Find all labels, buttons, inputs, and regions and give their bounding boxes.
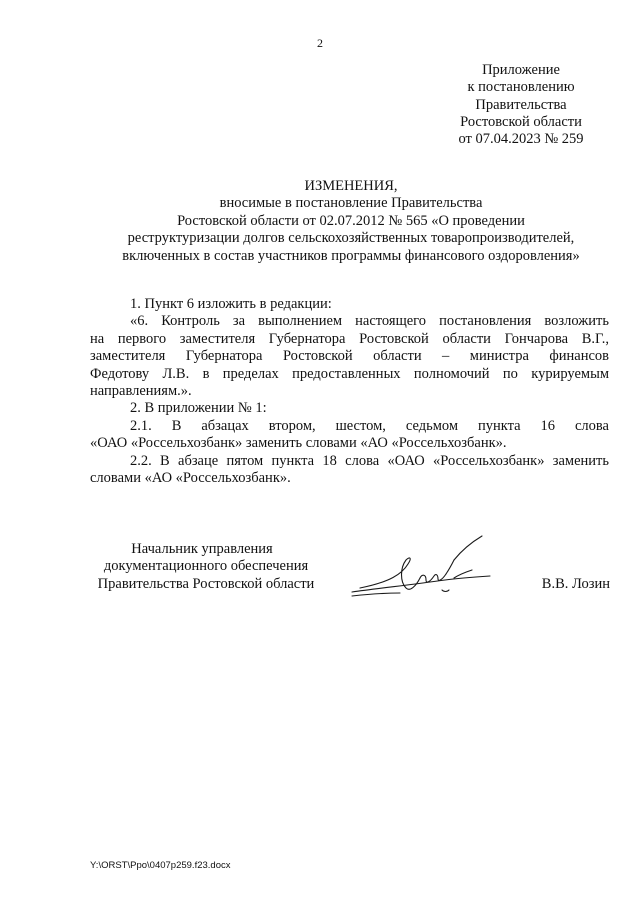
- handwritten-signature: [350, 530, 500, 610]
- appendix-line: от 07.04.2023 № 259: [458, 131, 584, 148]
- file-path-footer: Y:\ORST\Ppo\0407p259.f23.docx: [90, 860, 231, 871]
- item-1-text-line: на первого заместителя Губернатора Ростовской области Гончарова В.Г.,: [90, 330, 609, 347]
- item-1: 1. Пункт 6 изложить в редакции:: [130, 296, 332, 312]
- appendix-line: к постановлению: [467, 79, 575, 96]
- heading-line: реструктуризации долгов сельскохозяйственных товаропроизводителей,: [127, 230, 575, 247]
- item-2: 2. В приложении № 1:: [130, 400, 267, 417]
- appendix-line: Ростовской области: [460, 113, 582, 130]
- appendix-block: [440, 62, 602, 148]
- signatory-title-line: Правительства Ростовской области: [97, 575, 315, 592]
- heading-line: включенных в состав участников программы финансового оздоровления»: [122, 247, 580, 264]
- item-1-text-line: заместителя Губернатора Ростовской области – министра финансов: [90, 348, 609, 365]
- item-2-2-line: 2.2. В абзаце пятом пункта 18 слова «ОАО «Россельхозбанк» заменить: [130, 452, 609, 469]
- appendix-line: Правительства: [475, 96, 567, 113]
- signatory-title-line: документационного обеспечения: [103, 558, 309, 575]
- item-2-1-line: 2.1. В абзацах втором, шестом, седьмом пункта 16 слова: [130, 417, 609, 434]
- heading-line: Ростовской области от 02.07.2012 № 565 «О проведении: [177, 212, 525, 229]
- item-1-text-line: «6. Контроль за выполнением настоящего постановления возложить: [130, 313, 609, 330]
- item-1-text-line: Федотову Л.В. в пределах предоставленных полномочий по курируемым: [90, 365, 609, 382]
- appendix-line: Приложение: [482, 62, 560, 78]
- item-2-1-line: «ОАО «Россельхозбанк» заменить словами «АО «Россельхозбанк».: [90, 435, 507, 452]
- document-body: [90, 296, 609, 487]
- signatory-title-line: Начальник управления: [131, 541, 273, 557]
- item-2-2-line: словами «АО «Россельхозбанк».: [90, 470, 291, 487]
- item-1-text-line: направлениям.».: [90, 383, 192, 400]
- page-number: 2: [317, 36, 323, 50]
- signatory-title: [90, 541, 322, 593]
- document-heading: [86, 178, 616, 265]
- heading-title: ИЗМЕНЕНИЯ,: [304, 178, 398, 194]
- heading-line: вносимые в постановление Правительства: [219, 195, 483, 212]
- signatory-name: В.В. Лозин: [541, 576, 610, 592]
